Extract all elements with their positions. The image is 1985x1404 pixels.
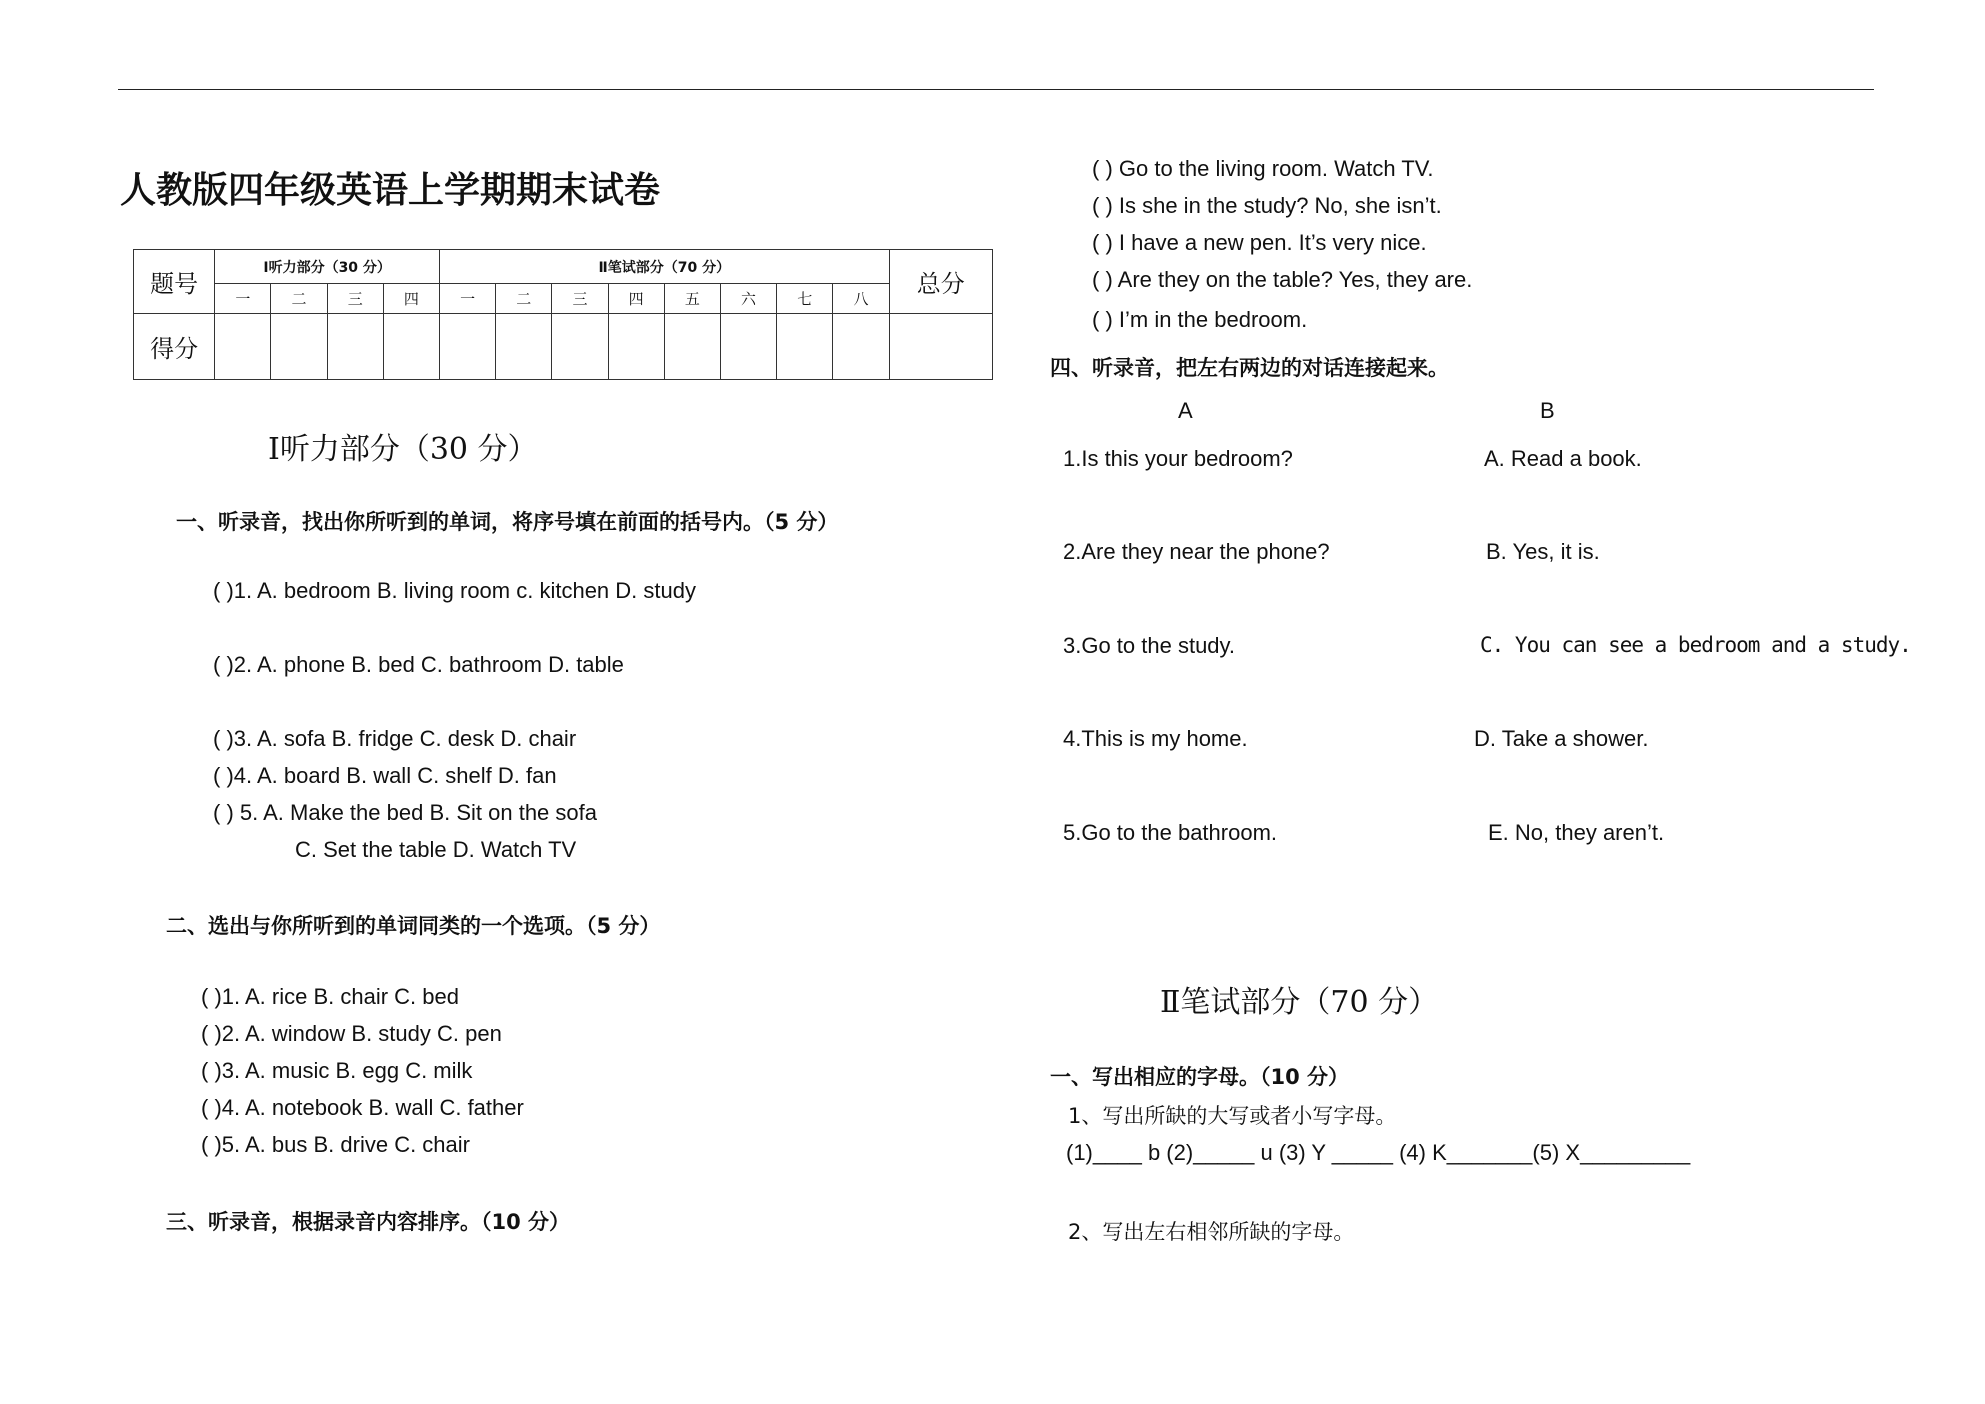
score-table-col: 四 xyxy=(383,284,439,314)
score-cell[interactable] xyxy=(552,314,608,380)
match-left-3: 3.Go to the study. xyxy=(1063,633,1236,658)
match-right-b: B. Yes, it is. xyxy=(1486,539,1600,564)
score-cell[interactable] xyxy=(383,314,439,380)
score-table-writing-header: Ⅱ笔试部分（70 分） xyxy=(440,250,890,284)
score-cell[interactable] xyxy=(440,314,496,380)
score-cell[interactable] xyxy=(496,314,552,380)
listening-q4-heading: 四、听录音，把左右两边的对话连接起来。 xyxy=(1050,356,1449,380)
score-cell-total[interactable] xyxy=(889,314,992,380)
listening-q1-item-1: ( )1. A. bedroom B. living room c. kitchen D. study xyxy=(213,578,696,603)
listening-q2-heading: 二、选出与你所听到的单词同类的一个选项。（5 分） xyxy=(166,914,661,938)
listening-q1-heading: 一、听录音，找出你所听到的单词，将序号填在前面的括号内。（5 分） xyxy=(176,510,839,534)
score-table-col: 七 xyxy=(777,284,833,314)
writing-q1-sub1: 1、写出所缺的大写或者小写字母。 xyxy=(1068,1104,1397,1128)
score-cell[interactable] xyxy=(777,314,833,380)
listening-q1-item-3: ( )3. A. sofa B. fridge C. desk D. chair xyxy=(213,726,577,751)
score-cell[interactable] xyxy=(833,314,889,380)
match-left-1: 1.Is this your bedroom? xyxy=(1063,446,1293,471)
match-right-a: A. Read a book. xyxy=(1484,446,1642,471)
score-cell[interactable] xyxy=(327,314,383,380)
score-table-col: 三 xyxy=(552,284,608,314)
listening-q4-col-a: A xyxy=(1178,398,1193,423)
listening-q3-item-2: ( ) Is she in the study? No, she isn’t. xyxy=(1092,193,1442,218)
score-table-col: 三 xyxy=(327,284,383,314)
listening-q2-item-2: ( )2. A. window B. study C. pen xyxy=(201,1021,502,1046)
score-cell[interactable] xyxy=(664,314,720,380)
score-table-col: 一 xyxy=(440,284,496,314)
listening-section-title: Ⅰ听力部分（30 分） xyxy=(268,432,538,467)
score-cell[interactable] xyxy=(720,314,776,380)
listening-q3-item-5: ( ) I’m in the bedroom. xyxy=(1092,307,1308,332)
match-left-2: 2.Are they near the phone? xyxy=(1063,539,1330,564)
match-right-c: C. You can see a bedroom and a study. xyxy=(1480,633,1911,657)
score-table-col: 二 xyxy=(496,284,552,314)
writing-q1-heading: 一、写出相应的字母。（10 分） xyxy=(1050,1065,1350,1089)
score-table-col: 六 xyxy=(720,284,776,314)
score-table-col: 二 xyxy=(271,284,327,314)
listening-q1-item-5-cont: C. Set the table D. Watch TV xyxy=(295,837,577,862)
score-table-col: 八 xyxy=(833,284,889,314)
score-table-question-label: 题号 xyxy=(134,250,215,314)
score-cell[interactable] xyxy=(608,314,664,380)
match-right-e: E. No, they aren’t. xyxy=(1488,820,1665,845)
exam-title: 人教版四年级英语上学期期末试卷 xyxy=(120,170,661,211)
score-cell[interactable] xyxy=(215,314,271,380)
listening-q2-item-3: ( )3. A. music B. egg C. milk xyxy=(201,1058,473,1083)
match-left-4: 4.This is my home. xyxy=(1063,726,1248,751)
match-left-5: 5.Go to the bathroom. xyxy=(1063,820,1278,845)
listening-q3-item-3: ( ) I have a new pen. It’s very nice. xyxy=(1092,230,1427,255)
writing-q1-sub2: 2、写出左右相邻所缺的字母。 xyxy=(1068,1220,1355,1244)
listening-q3-item-4: ( ) Are they on the table? Yes, they are. xyxy=(1092,267,1473,292)
listening-q4-col-b: B xyxy=(1540,398,1555,423)
score-table-score-label: 得分 xyxy=(134,314,215,380)
listening-q1-item-2: ( )2. A. phone B. bed C. bathroom D. table xyxy=(213,652,624,677)
writing-section-title: Ⅱ笔试部分（70 分） xyxy=(1160,985,1439,1020)
listening-q1-item-5: ( ) 5. A. Make the bed B. Sit on the sofa xyxy=(213,800,597,825)
score-table-col: 一 xyxy=(215,284,271,314)
listening-q2-item-5: ( )5. A. bus B. drive C. chair xyxy=(201,1132,470,1157)
listening-q3-item-1: ( ) Go to the living room. Watch TV. xyxy=(1092,156,1434,181)
score-table-col: 四 xyxy=(608,284,664,314)
listening-q3-heading: 三、听录音，根据录音内容排序。（10 分） xyxy=(166,1210,571,1234)
score-table-col: 五 xyxy=(664,284,720,314)
score-table xyxy=(133,249,993,380)
writing-q1-blanks: (1)____ b (2)_____ u (3) Y _____ (4) K_______(5) X_________ xyxy=(1066,1140,1691,1165)
score-table-total-label: 总分 xyxy=(889,250,992,314)
listening-q1-item-4: ( )4. A. board B. wall C. shelf D. fan xyxy=(213,763,557,788)
listening-q2-item-4: ( )4. A. notebook B. wall C. father xyxy=(201,1095,524,1120)
score-cell[interactable] xyxy=(271,314,327,380)
score-table-listening-header: Ⅰ听力部分（30 分） xyxy=(215,250,440,284)
match-right-d: D. Take a shower. xyxy=(1474,726,1649,751)
header-rule xyxy=(118,89,1874,90)
listening-q2-item-1: ( )1. A. rice B. chair C. bed xyxy=(201,984,459,1009)
